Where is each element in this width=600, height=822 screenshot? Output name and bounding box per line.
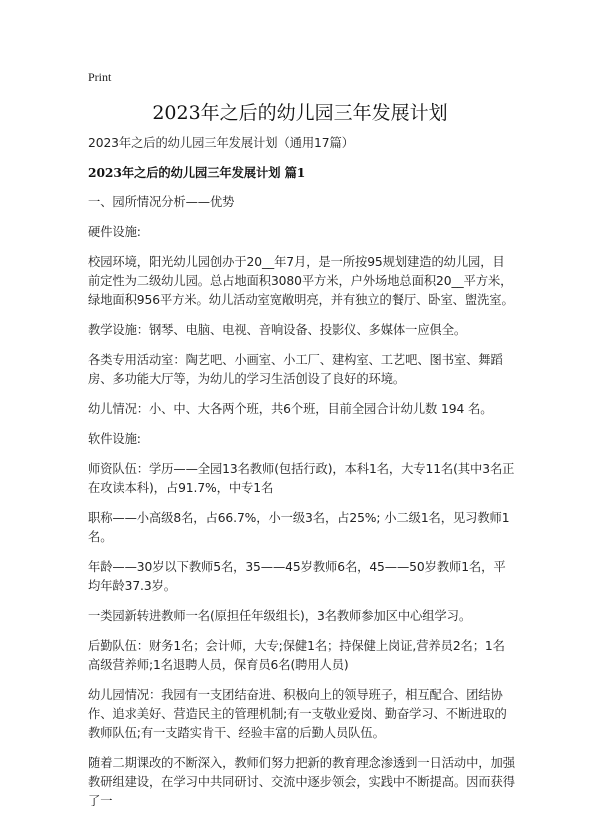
paragraph-teaching-staff: 师资队伍：学历——全园13名教师(包括行政)，本科1名，大专11名(其中3名正在攻读本科)，占91.7%，中专1名 bbox=[88, 462, 515, 495]
paragraph-children-info: 幼儿情况：小、中、大各两个班，共6个班，目前全园合计幼儿数 194 名。 bbox=[88, 402, 493, 416]
document-subtitle: 2023年之后的幼儿园三年发展计划（通用17篇） bbox=[88, 136, 354, 150]
paragraph-situation-analysis: 一、园所情况分析——优势 bbox=[88, 195, 235, 209]
paragraph-curriculum-reform: 随着二期课改的不断深入，教师们努力把新的教育理念渗透到一日活动中，加强教研组建设，在学习中共同研讨、交流中逐步领会，实践中不断提高。因而获得了一 bbox=[88, 756, 515, 808]
paragraph-logistics-team: 后勤队伍：财务1名；会计师，大专;保健1名；持保健上岗证,营养员2名；1名高级营养师;1名退聘人员，保育员6名(聘用人员) bbox=[88, 639, 505, 672]
paragraph-teaching-facilities: 教学设施：钢琴、电脑、电视、音响设备、投影仪、多媒体一应俱全。 bbox=[88, 323, 467, 337]
paragraph-titles: 职称——小高级8名，占66.7%，小一级3名，占25%; 小二级1名，见习教师1名。 bbox=[88, 511, 510, 544]
paragraph-kindergarten-status: 幼儿园情况：我园有一支团结奋进、积极向上的领导班子，相互配合、团结协作、追求美好、营造民主的管理机制;有一支敬业爱岗、勤奋学习、不断进取的教师队伍;有一支踏实肯干、经验丰富的后勤人员队伍。 bbox=[88, 688, 507, 740]
section-heading: 2023年之后的幼儿园三年发展计划 篇1 bbox=[88, 165, 306, 180]
print-link[interactable]: Print bbox=[88, 70, 112, 84]
paragraph-new-teacher: 一类园新转进教师一名(原担任年级组长)，3名教师参加区中心组学习。 bbox=[88, 609, 472, 623]
paragraph-campus-environment: 校园环境，阳光幼儿园创办于20__年7月，是一所按95规划建造的幼儿园，目前定性为二级幼儿园。总占地面积3080平方米，户外场地总面积20__平方米，绿地面积956平方米。幼儿活动室宽敞明亮，并有独立的餐厅、卧室、盥洗室。 bbox=[88, 255, 514, 307]
paragraph-hardware-label: 硬件设施: bbox=[88, 225, 141, 239]
paragraph-age: 年龄——30岁以下教师5名，35——45岁教师6名，45——50岁教师1名，平均年龄37.3岁。 bbox=[88, 560, 506, 593]
document-body bbox=[88, 134, 516, 822]
paragraph-software-label: 软件设施: bbox=[88, 432, 141, 446]
paragraph-activity-rooms: 各类专用活动室：陶艺吧、小画室、小工厂、建构室、工艺吧、图书室、舞蹈房、多功能大厅等，为幼儿的学习生活创设了良好的环境。 bbox=[88, 353, 503, 386]
document-title: 2023年之后的幼儿园三年发展计划 bbox=[152, 102, 448, 124]
